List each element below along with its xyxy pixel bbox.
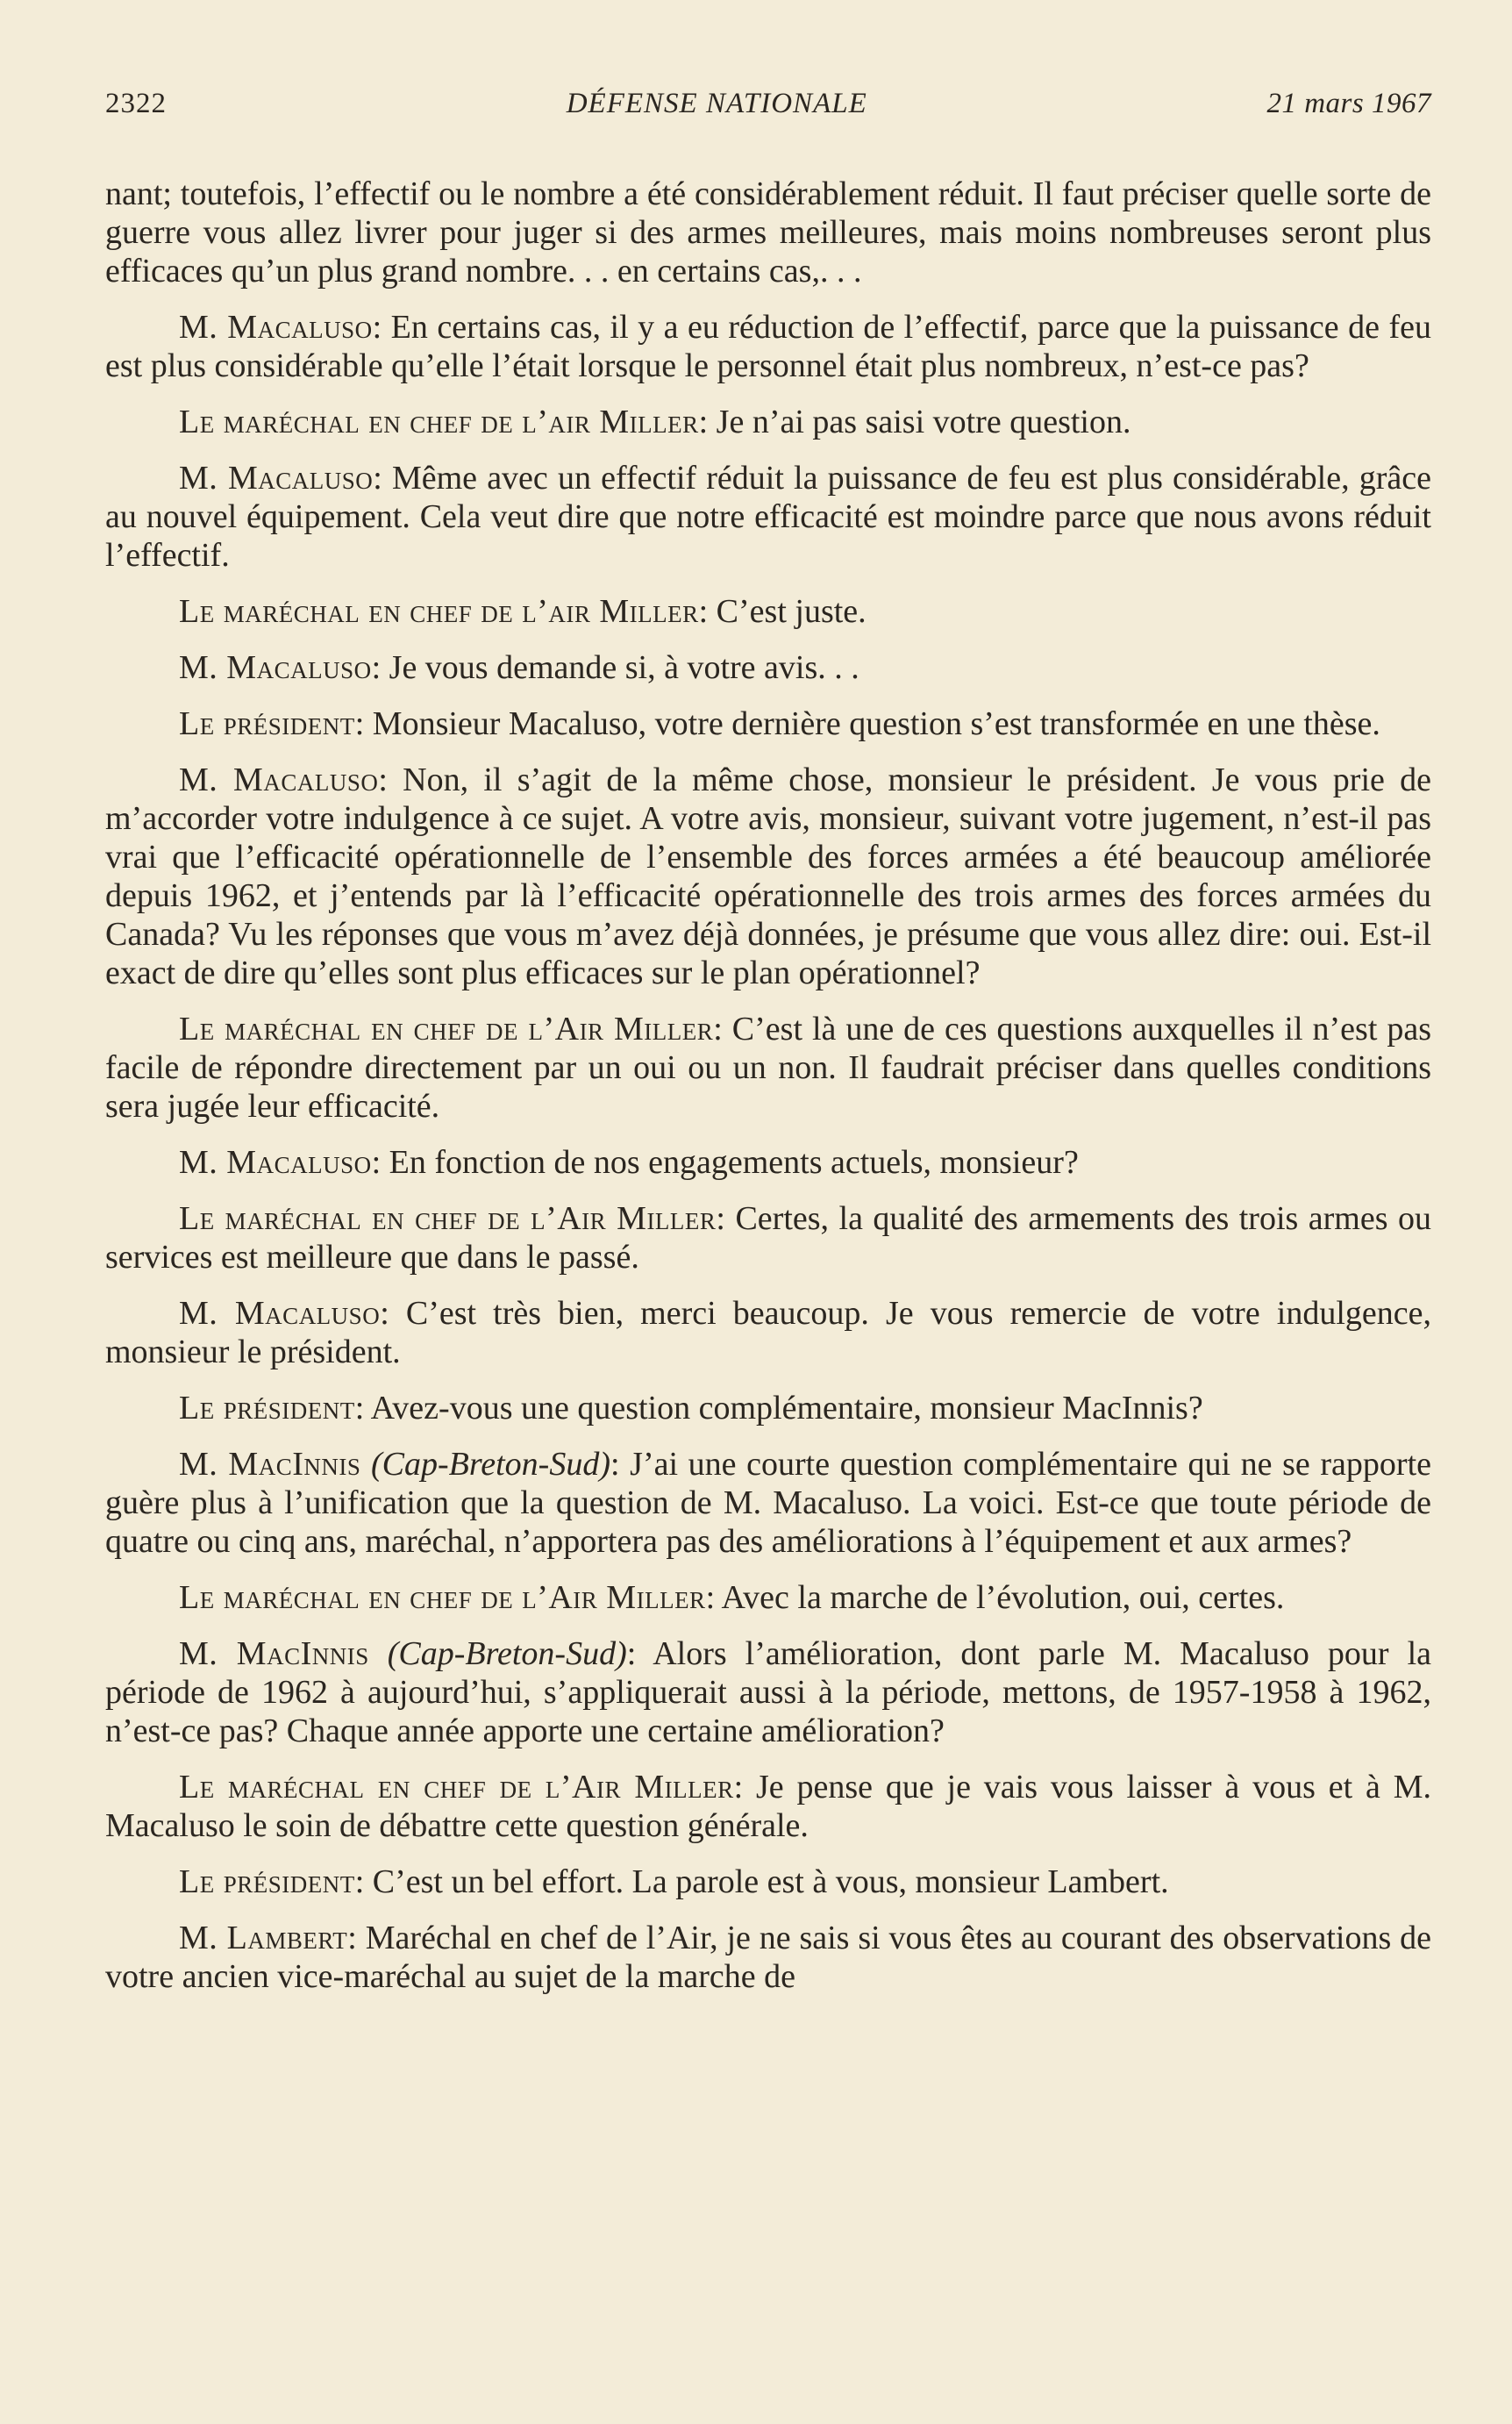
page-number: 2322	[105, 88, 167, 119]
transcript-paragraph	[105, 1294, 1431, 1371]
riding-name: (Cap-Breton-Sud)	[387, 1635, 627, 1672]
speech-text: : Non, il s’agit de la même chose, monsieur le président. Je vous prie de m’accorder votre indulgence à ce sujet. A votre avis, monsieur, suivant votre jugement, n’est-il pas vrai que l’efficacité opérationnelle de l’ensemble des forces armées a été beaucoup améliorée depuis 1962, et j’entends par là l’efficacité opérationnelle des trois armes des forces armées du Canada? Vu les réponses que vous m’avez déjà données, je présume que vous allez dire: oui. Est-il exact de dire qu’elles sont plus efficaces sur le plan opérationnel?	[105, 762, 1431, 991]
running-title: DÉFENSE NATIONALE	[566, 88, 867, 119]
speaker-name: Le maréchal en chef de l’Air Miller	[179, 1579, 706, 1616]
transcript-paragraph	[105, 459, 1431, 575]
speech-text: : J’ai une courte question complémentaire qui ne se rapporte guère plus à l’unification que la question de M. Macaluso. La voici. Est-ce que toute période de quatre ou cinq ans, maréchal, n’apportera pas des améliorations à l’équipement et aux armes?	[105, 1446, 1431, 1560]
speaker-name: M. Macaluso	[179, 460, 374, 497]
speech-text: : C’est juste.	[698, 593, 867, 630]
transcript-paragraph	[105, 1199, 1431, 1276]
transcript-paragraph	[105, 1010, 1431, 1126]
speech-text: : C’est très bien, merci beaucoup. Je vous remercie de votre indulgence, monsieur le président.	[105, 1295, 1431, 1370]
transcript-paragraph	[105, 1634, 1431, 1750]
speaker-name: M. MacInnis	[179, 1635, 369, 1672]
speaker-name: M. Macaluso	[179, 1295, 381, 1332]
speech-text: : Je n’ai pas saisi votre question.	[698, 404, 1131, 440]
transcript-paragraph	[105, 1768, 1431, 1845]
transcript-paragraph	[105, 1389, 1431, 1427]
speaker-name: Le maréchal en chef de l’Air Miller	[179, 1769, 734, 1805]
speaker-name: M. MacInnis	[179, 1446, 361, 1483]
transcript-paragraph	[105, 704, 1431, 743]
speech-text: : C’est là une de ces questions auxquelles il n’est pas facile de répondre directement par un oui ou un non. Il faudrait préciser dans quelles conditions sera jugée leur efficacité.	[105, 1011, 1431, 1125]
speech-text: : Même avec un effectif réduit la puissance de feu est plus considérable, grâce au nouvel équipement. Cela veut dire que notre efficacité est moindre parce que nous avons réduit l’effectif.	[105, 460, 1431, 574]
speech-text: : Alors l’amélioration, dont parle M. Macaluso pour la période de 1962 à aujourd’hui, s’appliquerait aussi à la période, mettons, de 1957-1958 à 1962, n’est-ce pas? Chaque année apporte une certaine amélioration?	[105, 1635, 1431, 1749]
riding-name: (Cap-Breton-Sud)	[371, 1446, 610, 1483]
speech-text: : Monsieur Macaluso, votre dernière question s’est transformée en une thèse.	[354, 705, 1380, 742]
speaker-name: Le président	[179, 1390, 355, 1427]
speech-text: : Avez-vous une question complémentaire, monsieur MacInnis?	[354, 1390, 1203, 1427]
speech-text: : Certes, la qualité des armements des trois armes ou services est meilleure que dans le passé.	[105, 1200, 1431, 1276]
speech-text: : En fonction de nos engagements actuels, monsieur?	[371, 1144, 1079, 1181]
speech-text: : Je pense que je vais vous laisser à vous et à M. Macaluso le soin de débattre cette question générale.	[105, 1769, 1431, 1844]
transcript-paragraph	[105, 1919, 1431, 1996]
transcript-paragraph	[105, 1863, 1431, 1901]
speaker-name: M. Macaluso	[179, 309, 373, 346]
speaker-name: Le maréchal en chef de l’air Miller	[179, 593, 699, 630]
speech-text: : Avec la marche de l’évolution, oui, certes.	[705, 1579, 1285, 1616]
speech-text: : Je vous demande si, à votre avis. . .	[371, 649, 859, 686]
running-header	[105, 88, 1431, 120]
transcript-body	[105, 175, 1431, 1996]
speech-text: nant; toutefois, l’effectif ou le nombre a été considérablement réduit. Il faut préciser quelle sorte de guerre vous allez livrer pour juger si des armes meilleures, mais moins nombreuses seront plus efficaces qu’un plus grand nombre. . . en certains cas,. . .	[105, 175, 1431, 290]
transcript-paragraph	[105, 308, 1431, 385]
speaker-name: M. Macaluso	[179, 649, 372, 686]
speaker-name: Le maréchal en chef de l’air Miller	[179, 404, 699, 440]
transcript-paragraph	[105, 403, 1431, 441]
speech-text: : C’est un bel effort. La parole est à vous, monsieur Lambert.	[354, 1863, 1169, 1900]
transcript-paragraph	[105, 592, 1431, 631]
transcript-paragraph	[105, 761, 1431, 992]
speech-text: : En certains cas, il y a eu réduction de l’effectif, parce que la puissance de feu est plus considérable qu’elle l’était lorsque le personnel était plus nombreux, n’est-ce pas?	[105, 309, 1432, 384]
speech-text: : Maréchal en chef de l’Air, je ne sais si vous êtes au courant des observations de votre ancien vice-maréchal au sujet de la marche de	[105, 1920, 1432, 1995]
speaker-name: M. Macaluso	[179, 1144, 372, 1181]
transcript-paragraph	[105, 1445, 1431, 1561]
speaker-name: Le président	[179, 1863, 355, 1900]
transcript-paragraph	[105, 1578, 1431, 1617]
transcript-paragraph	[105, 1143, 1431, 1182]
speaker-name: Le maréchal en chef de l’Air Miller	[179, 1200, 717, 1237]
transcript-paragraph	[105, 175, 1431, 290]
transcript-paragraph	[105, 648, 1431, 687]
sitting-date: 21 mars 1967	[1266, 88, 1431, 119]
speaker-name: Le président	[179, 705, 355, 742]
speaker-name: M. Macaluso	[179, 762, 379, 798]
speaker-name: M. Lambert	[179, 1920, 348, 1956]
speaker-name: Le maréchal en chef de l’Air Miller	[179, 1011, 714, 1048]
